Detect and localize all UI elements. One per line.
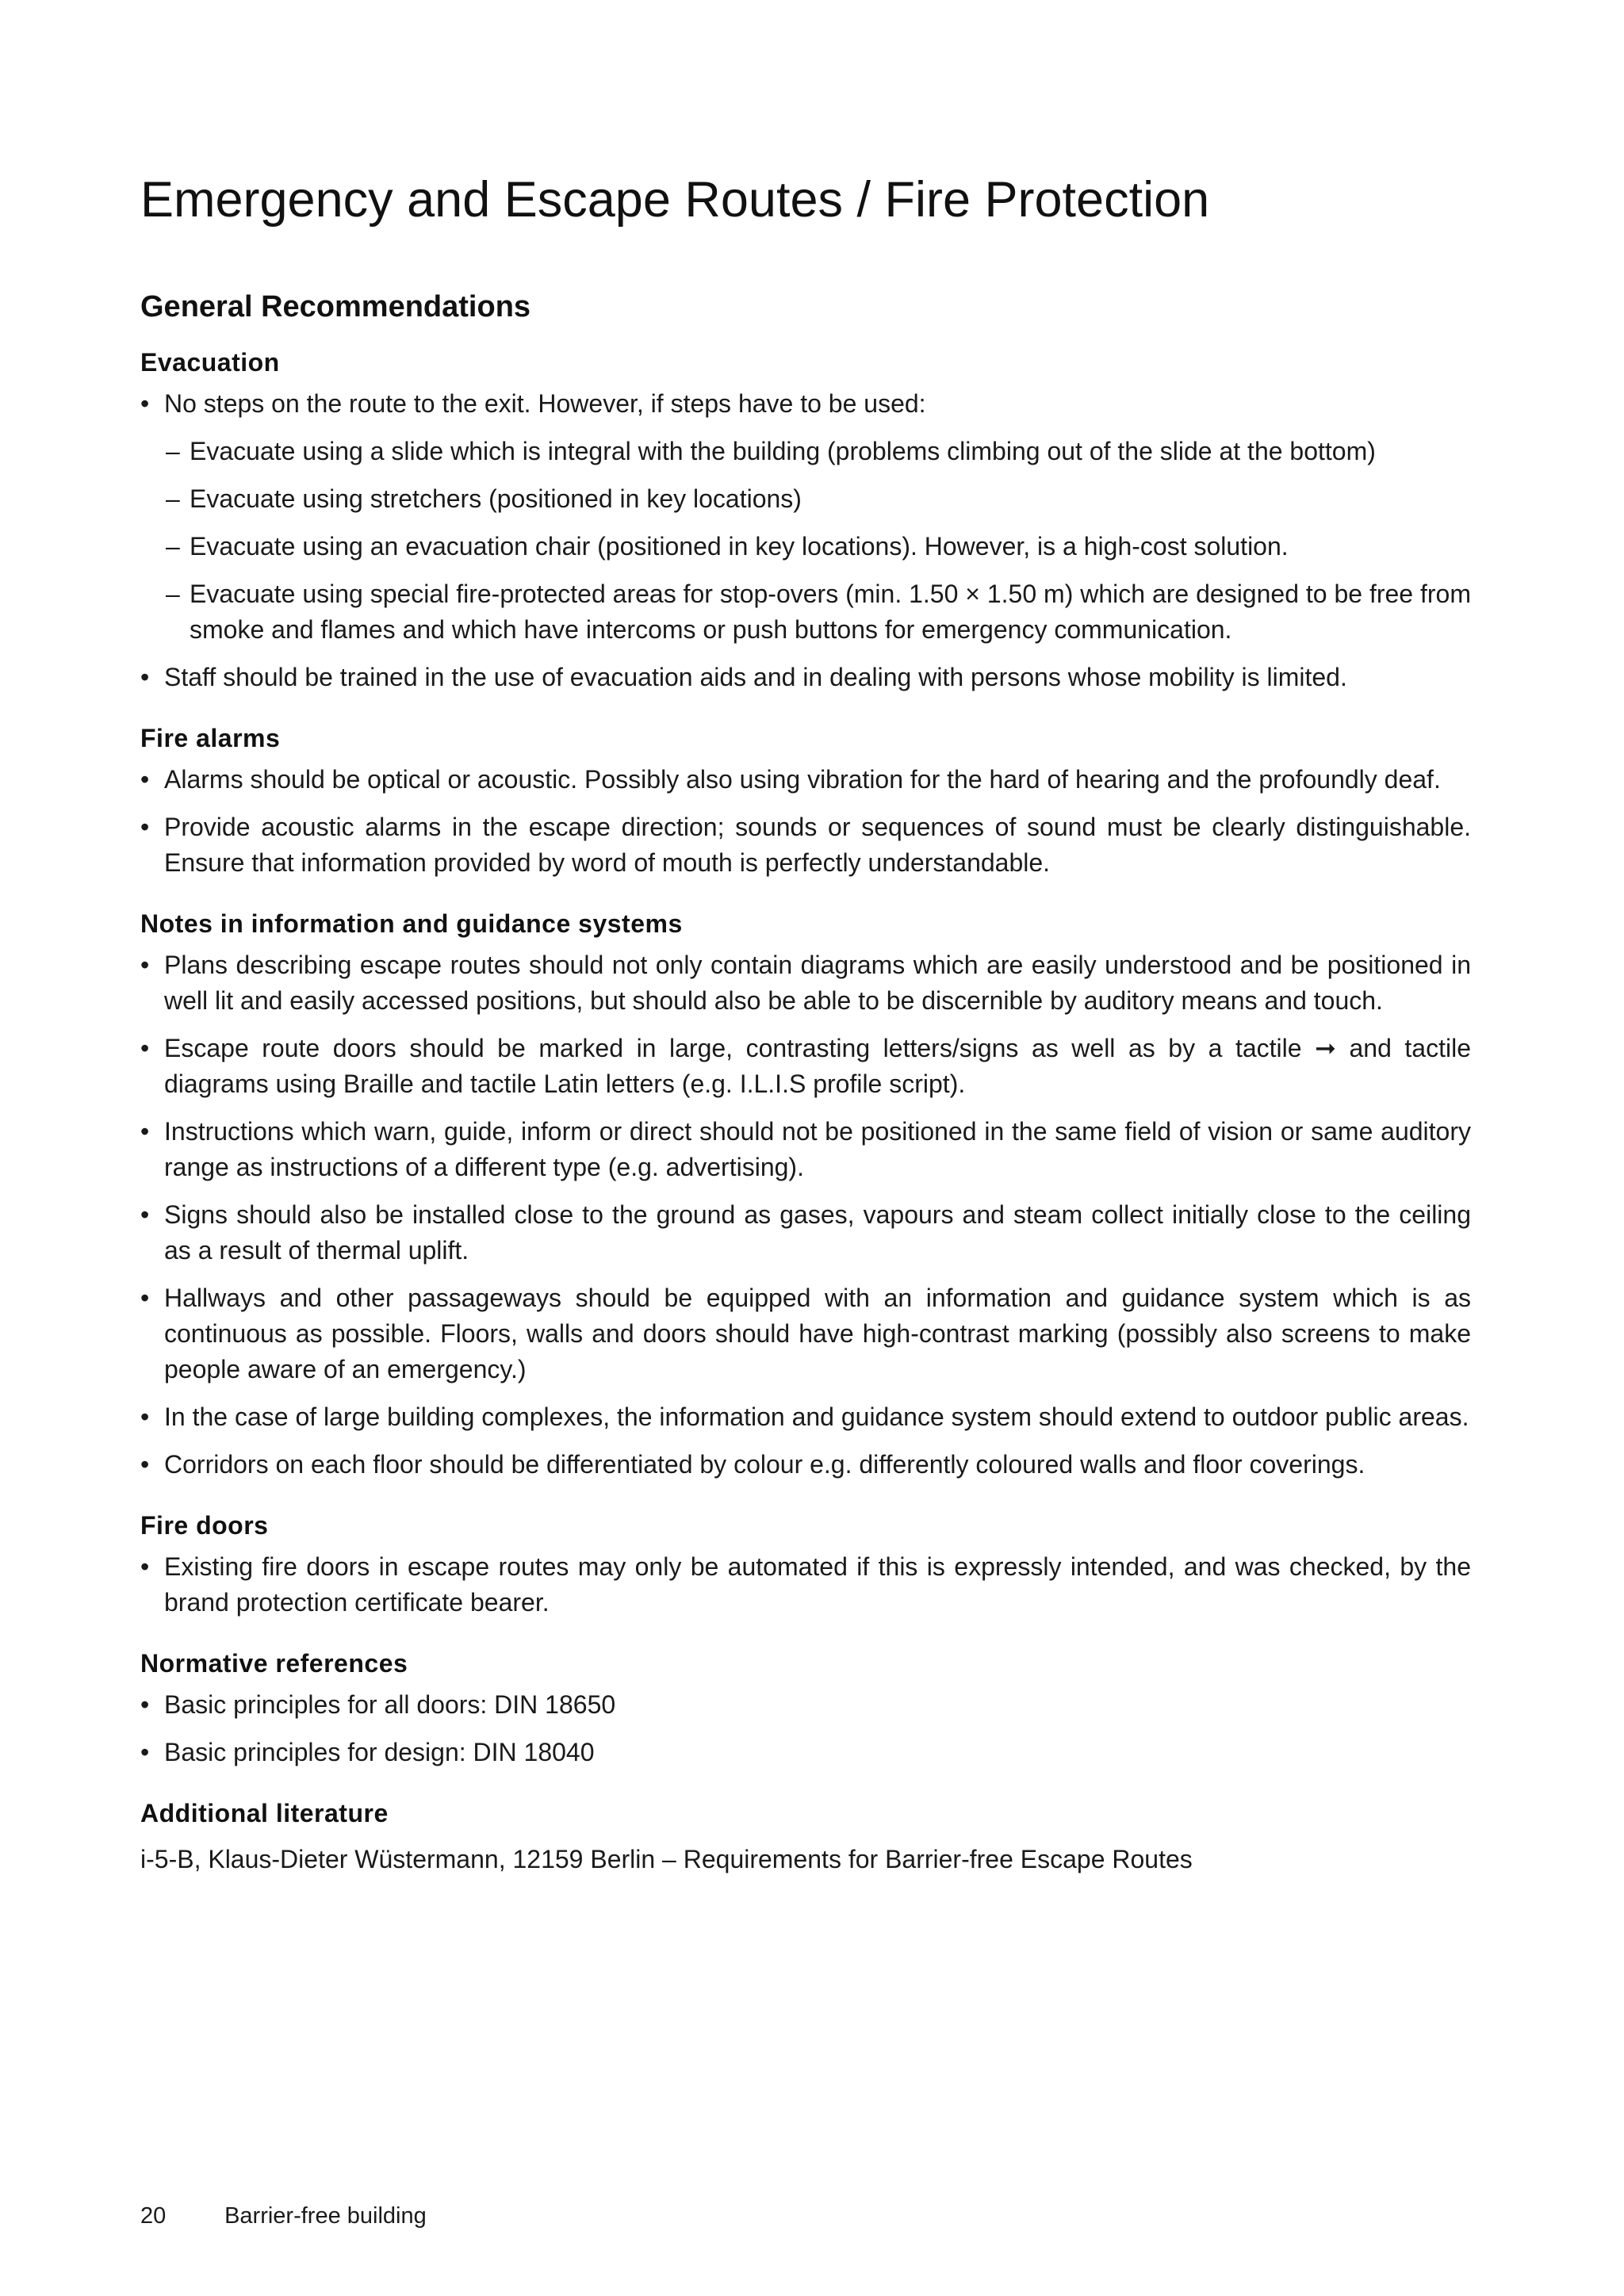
bullet-list	[140, 762, 1471, 881]
list-item-text: Provide acoustic alarms in the escape direction; sounds or sequences of sound must be clearly distinguishable. Ensure that information provided by word of mouth is perfectly understandable.	[164, 813, 1471, 877]
section-normative-references	[140, 1644, 1471, 1770]
bullet-marker: •	[140, 1450, 150, 1479]
list-item	[140, 660, 1471, 695]
bullet-marker: •	[140, 389, 150, 418]
list-item-text: Evacuate using a slide which is integral with the building (problems climbing out of the slide at the bottom)	[190, 437, 1376, 465]
bullet-list	[140, 386, 1471, 695]
bullet-marker: •	[140, 663, 150, 691]
list-item	[140, 529, 1471, 564]
list-item	[140, 1447, 1471, 1483]
bullet-list	[140, 1687, 1471, 1770]
page-title: Emergency and Escape Routes / Fire Protection	[140, 172, 1210, 228]
list-item	[140, 809, 1471, 881]
list-item-text: Existing fire doors in escape routes may only be automated if this is expressly intended, and was checked, by the brand protection certificate bearer.	[164, 1552, 1471, 1617]
bullet-marker: •	[140, 1200, 150, 1229]
dash-list	[164, 434, 1471, 648]
bullet-marker: •	[140, 1284, 150, 1312]
dash-marker: –	[166, 580, 180, 608]
bullet-marker: •	[140, 1402, 150, 1431]
list-item-text: Evacuate using stretchers (positioned in key locations)	[190, 484, 802, 513]
section-heading-fire-alarms: Fire alarms	[140, 724, 281, 752]
dash-marker: –	[166, 437, 180, 465]
list-item-text: No steps on the route to the exit. However, if steps have to be used:	[164, 389, 926, 418]
list-item	[140, 576, 1471, 648]
bullet-marker: •	[140, 1690, 150, 1719]
section-heading-fire-doors: Fire doors	[140, 1511, 269, 1540]
list-item	[140, 1399, 1471, 1435]
bullet-marker: •	[140, 765, 150, 794]
section-fire-doors	[140, 1506, 1471, 1621]
section-fire-alarms	[140, 719, 1471, 881]
list-item	[140, 1549, 1471, 1621]
literature-text: i-5-B, Klaus-Dieter Wüstermann, 12159 Berlin – Requirements for Barrier-free Escape Routes	[140, 1845, 1193, 1873]
page-number: 20	[140, 2203, 167, 2229]
list-item	[140, 1031, 1471, 1102]
list-item	[140, 1197, 1471, 1269]
list-item	[140, 1280, 1471, 1387]
section-heading-evacuation: Evacuation	[140, 348, 280, 377]
main-heading: General Recommendations	[140, 290, 531, 323]
list-item-text: Hallways and other passageways should be equipped with an information and guidance system which is as continuous as possible. Floors, walls and doors should have high-contrast marking (possibly also screens to make people aware of an emergency.)	[164, 1284, 1471, 1383]
bullet-list	[140, 1549, 1471, 1621]
section-evacuation	[140, 343, 1471, 695]
list-item-text: Alarms should be optical or acoustic. Possibly also using vibration for the hard of hearing and the profoundly deaf.	[164, 765, 1441, 794]
dash-marker: –	[166, 532, 180, 561]
list-item	[140, 762, 1471, 798]
bullet-list	[140, 947, 1471, 1483]
list-item	[140, 386, 1471, 648]
list-item	[140, 947, 1471, 1019]
section-additional-literature	[140, 1794, 1471, 1877]
list-item-text: Basic principles for design: DIN 18040	[164, 1738, 595, 1766]
list-item-text: In the case of large building complexes, the information and guidance system should extend to outdoor public areas.	[164, 1402, 1469, 1431]
section-notes	[140, 905, 1471, 1483]
list-item-text: Evacuate using an evacuation chair (positioned in key locations). However, is a high-cost solution.	[190, 532, 1289, 561]
bullet-marker: •	[140, 1117, 150, 1146]
list-item-text: Instructions which warn, guide, inform or direct should not be positioned in the same field of vision or same auditory range as instructions of a different type (e.g. advertising).	[164, 1117, 1471, 1181]
list-item-text: Escape route doors should be marked in large, contrasting letters/signs as well as by a tactile ➞ and tactile diagrams using Braille and tactile Latin letters (e.g. I.L.I.S profile script).	[164, 1034, 1471, 1098]
list-item	[140, 434, 1471, 469]
section-heading-normative: Normative references	[140, 1649, 408, 1678]
list-item-text: Plans describing escape routes should not only contain diagrams which are easily understood and be positioned in well lit and easily accessed positions, but should also be able to be discernible by auditory means and touch.	[164, 951, 1471, 1015]
list-item-text: Corridors on each floor should be differentiated by colour e.g. differently coloured walls and floor coverings.	[164, 1450, 1365, 1479]
document-page	[140, 163, 1471, 1877]
list-item-text: Signs should also be installed close to the ground as gases, vapours and steam collect initially close to the ceiling as a result of thermal uplift.	[164, 1200, 1471, 1265]
bullet-marker: •	[140, 813, 150, 841]
list-item-text: Basic principles for all doors: DIN 18650	[164, 1690, 616, 1719]
list-item	[140, 1735, 1471, 1770]
bullet-marker: •	[140, 1034, 150, 1062]
list-item	[140, 481, 1471, 517]
dash-marker: –	[166, 484, 180, 513]
list-item	[140, 1114, 1471, 1185]
bullet-marker: •	[140, 1738, 150, 1766]
bullet-marker: •	[140, 951, 150, 979]
book-title: Barrier-free building	[224, 2203, 427, 2229]
section-heading-literature: Additional literature	[140, 1799, 389, 1827]
page-footer	[140, 2200, 427, 2232]
section-heading-notes: Notes in information and guidance systems	[140, 909, 683, 938]
list-item-text: Evacuate using special fire-protected areas for stop-overs (min. 1.50 × 1.50 m) which are designed to be free from smoke and flames and which have intercoms or push buttons for emergency communication.	[190, 580, 1471, 644]
list-item	[140, 1687, 1471, 1723]
list-item-text: Staff should be trained in the use of evacuation aids and in dealing with persons whose mobility is limited.	[164, 663, 1347, 691]
bullet-marker: •	[140, 1552, 150, 1581]
